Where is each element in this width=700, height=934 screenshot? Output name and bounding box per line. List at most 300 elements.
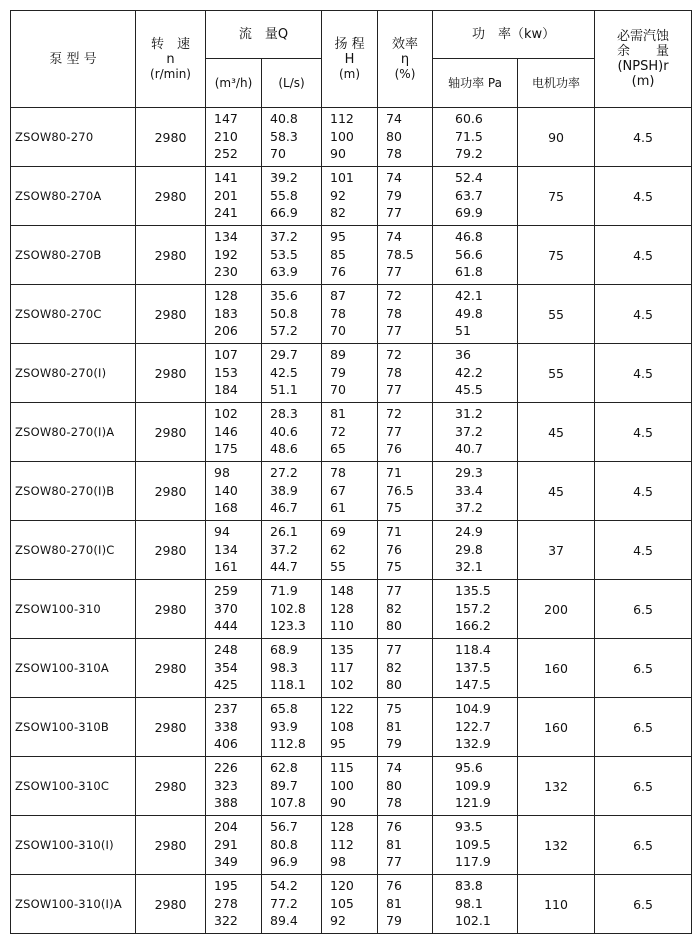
head-value: 105: [330, 895, 354, 911]
pump-model-cell: ZSOW80-270C: [11, 285, 136, 344]
table-row: [11, 521, 692, 580]
speed-cell: 2980: [136, 698, 206, 757]
flow-m3h-cell: [206, 521, 262, 580]
header-eff-symbol: η: [400, 51, 410, 67]
efficiency-value: 76: [386, 541, 402, 557]
flow-m3h-value: 237: [214, 701, 238, 716]
shaft-power-value: 24.9: [455, 524, 483, 539]
shaft-power-value: 51: [455, 323, 471, 338]
flow-m3h-value: 226: [214, 760, 238, 775]
flow-ls-cell: [262, 226, 322, 285]
flow-ls-value: 98.3: [270, 659, 298, 675]
motor-power-cell: 160: [518, 698, 595, 757]
flow-ls-value: 54.2: [270, 878, 298, 893]
flow-m3h-value: 175: [214, 441, 238, 456]
head-value: 128: [330, 600, 354, 616]
efficiency-value: 76: [386, 819, 402, 834]
shaft-power-cell: [433, 580, 518, 639]
efficiency-cell: [378, 226, 433, 285]
efficiency-cell: [378, 462, 433, 521]
head-value: 76: [330, 264, 346, 279]
head-cell: [322, 167, 378, 226]
shaft-power-value: 71.5: [455, 128, 483, 144]
flow-m3h-value: 206: [214, 323, 238, 338]
shaft-power-value: 135.5: [455, 583, 491, 598]
speed-cell: 2980: [136, 285, 206, 344]
head-cell: [322, 285, 378, 344]
head-value: 87: [330, 288, 346, 303]
speed-cell: 2980: [136, 521, 206, 580]
flow-ls-value: 26.1: [270, 524, 298, 539]
flow-m3h-cell: [206, 698, 262, 757]
flow-ls-value: 56.7: [270, 819, 298, 834]
efficiency-cell: [378, 639, 433, 698]
efficiency-value: 82: [386, 659, 402, 675]
efficiency-value: 80: [386, 128, 402, 144]
efficiency-cell: [378, 521, 433, 580]
shaft-power-cell: [433, 344, 518, 403]
speed-cell: 2980: [136, 875, 206, 934]
shaft-power-value: 63.7: [455, 187, 483, 203]
npsh-cell: 6.5: [595, 757, 692, 816]
shaft-power-value: 52.4: [455, 170, 483, 185]
flow-m3h-value: 201: [214, 187, 238, 203]
motor-power-cell: 55: [518, 285, 595, 344]
head-value: 82: [330, 205, 346, 220]
shaft-power-cell: [433, 167, 518, 226]
head-value: 78: [330, 305, 346, 321]
efficiency-value: 78: [386, 305, 402, 321]
flow-ls-cell: [262, 462, 322, 521]
head-cell: [322, 816, 378, 875]
flow-m3h-value: 349: [214, 854, 238, 869]
efficiency-value: 79: [386, 913, 402, 928]
npsh-cell: 6.5: [595, 875, 692, 934]
flow-ls-value: 35.6: [270, 288, 298, 303]
flow-ls-value: 51.1: [270, 382, 298, 397]
head-value: 67: [330, 482, 346, 498]
header-speed: [136, 11, 206, 108]
flow-m3h-value: 161: [214, 559, 238, 574]
flow-ls-value: 37.2: [270, 229, 298, 244]
efficiency-value: 77: [386, 323, 402, 338]
flow-m3h-value: 241: [214, 205, 238, 220]
efficiency-value: 72: [386, 288, 402, 303]
head-cell: [322, 875, 378, 934]
header-eff-unit: (%): [394, 66, 416, 81]
pump-model-cell: ZSOW80-270(I): [11, 344, 136, 403]
flow-m3h-cell: [206, 167, 262, 226]
flow-ls-value: 71.9: [270, 583, 298, 598]
flow-m3h-cell: [206, 757, 262, 816]
shaft-power-value: 37.2: [455, 423, 483, 439]
efficiency-cell: [378, 403, 433, 462]
speed-cell: 2980: [136, 580, 206, 639]
npsh-cell: 6.5: [595, 639, 692, 698]
efficiency-value: 77: [386, 583, 402, 598]
header-head: [322, 11, 378, 108]
efficiency-value: 75: [386, 500, 402, 515]
flow-m3h-value: 425: [214, 677, 238, 692]
npsh-cell: 4.5: [595, 462, 692, 521]
flow-m3h-value: 140: [214, 482, 238, 498]
table-row: [11, 344, 692, 403]
efficiency-value: 72: [386, 347, 402, 362]
efficiency-cell: [378, 816, 433, 875]
header-flow-m3h: (m³/h): [206, 59, 262, 108]
shaft-power-value: 29.8: [455, 541, 483, 557]
shaft-power-value: 42.2: [455, 364, 483, 380]
head-value: 61: [330, 500, 346, 515]
flow-ls-cell: [262, 403, 322, 462]
table-row: [11, 580, 692, 639]
flow-ls-value: 55.8: [270, 187, 298, 203]
head-value: 128: [330, 819, 354, 834]
header-efficiency: [378, 11, 433, 108]
flow-ls-value: 65.8: [270, 701, 298, 716]
shaft-power-cell: [433, 403, 518, 462]
flow-m3h-value: 184: [214, 382, 238, 397]
efficiency-value: 81: [386, 895, 402, 911]
motor-power-cell: 55: [518, 344, 595, 403]
flow-ls-value: 89.7: [270, 777, 298, 793]
flow-m3h-value: 192: [214, 246, 238, 262]
table-row: [11, 285, 692, 344]
flow-m3h-cell: [206, 226, 262, 285]
head-cell: [322, 698, 378, 757]
efficiency-value: 74: [386, 111, 402, 126]
shaft-power-cell: [433, 521, 518, 580]
npsh-cell: 6.5: [595, 816, 692, 875]
header-speed-label: 转 速: [150, 36, 190, 52]
flow-m3h-value: 168: [214, 500, 238, 515]
header-npsh: [595, 11, 692, 108]
flow-m3h-cell: [206, 403, 262, 462]
efficiency-value: 81: [386, 718, 402, 734]
efficiency-value: 80: [386, 618, 402, 633]
flow-m3h-value: 107: [214, 347, 238, 362]
flow-m3h-value: 134: [214, 229, 238, 244]
efficiency-value: 76.5: [386, 482, 414, 498]
pump-model-cell: ZSOW80-270B: [11, 226, 136, 285]
efficiency-cell: [378, 108, 433, 167]
shaft-power-value: 147.5: [455, 677, 491, 692]
flow-ls-value: 123.3: [270, 618, 306, 633]
head-value: 81: [330, 406, 346, 421]
flow-ls-value: 68.9: [270, 642, 298, 657]
header-npsh-line4: (m): [631, 74, 655, 89]
flow-ls-cell: [262, 580, 322, 639]
head-value: 122: [330, 701, 354, 716]
flow-m3h-value: 204: [214, 819, 238, 834]
shaft-power-cell: [433, 285, 518, 344]
shaft-power-value: 45.5: [455, 382, 483, 397]
shaft-power-value: 60.6: [455, 111, 483, 126]
efficiency-value: 75: [386, 559, 402, 574]
head-value: 79: [330, 364, 346, 380]
flow-ls-value: 39.2: [270, 170, 298, 185]
flow-m3h-value: 322: [214, 913, 238, 928]
flow-m3h-value: 210: [214, 128, 238, 144]
flow-ls-cell: [262, 816, 322, 875]
head-cell: [322, 403, 378, 462]
table-row: [11, 226, 692, 285]
head-value: 90: [330, 146, 346, 161]
shaft-power-cell: [433, 226, 518, 285]
flow-m3h-cell: [206, 285, 262, 344]
shaft-power-value: 109.5: [455, 836, 491, 852]
head-value: 101: [330, 170, 354, 185]
efficiency-cell: [378, 344, 433, 403]
shaft-power-value: 31.2: [455, 406, 483, 421]
pump-model-cell: ZSOW100-310B: [11, 698, 136, 757]
flow-ls-value: 96.9: [270, 854, 298, 869]
motor-power-cell: 132: [518, 816, 595, 875]
table-row: [11, 108, 692, 167]
head-value: 98: [330, 854, 346, 869]
shaft-power-value: 46.8: [455, 229, 483, 244]
motor-power-cell: 37: [518, 521, 595, 580]
shaft-power-value: 61.8: [455, 264, 483, 279]
flow-ls-value: 40.6: [270, 423, 298, 439]
efficiency-value: 76: [386, 878, 402, 893]
flow-m3h-cell: [206, 108, 262, 167]
header-npsh-line3: (NPSH)r: [617, 59, 669, 74]
motor-power-cell: 132: [518, 757, 595, 816]
pump-model-cell: ZSOW80-270A: [11, 167, 136, 226]
flow-m3h-value: 278: [214, 895, 238, 911]
head-cell: [322, 344, 378, 403]
flow-ls-value: 42.5: [270, 364, 298, 380]
spec-table-wrapper: [10, 10, 692, 934]
header-model: 泵 型 号: [11, 11, 136, 108]
npsh-cell: 4.5: [595, 285, 692, 344]
table-row: [11, 462, 692, 521]
npsh-cell: 6.5: [595, 698, 692, 757]
npsh-cell: 6.5: [595, 580, 692, 639]
header-power: 功 率（kw）: [433, 11, 595, 59]
flow-ls-value: 58.3: [270, 128, 298, 144]
shaft-power-value: 83.8: [455, 878, 483, 893]
flow-ls-value: 48.6: [270, 441, 298, 456]
flow-m3h-value: 388: [214, 795, 238, 810]
efficiency-value: 76: [386, 441, 402, 456]
shaft-power-value: 102.1: [455, 913, 491, 928]
shaft-power-value: 32.1: [455, 559, 483, 574]
table-header: [11, 11, 692, 108]
npsh-cell: 4.5: [595, 108, 692, 167]
npsh-cell: 4.5: [595, 521, 692, 580]
flow-m3h-value: 259: [214, 583, 238, 598]
efficiency-value: 75: [386, 701, 402, 716]
flow-ls-value: 50.8: [270, 305, 298, 321]
flow-ls-value: 29.7: [270, 347, 298, 362]
flow-ls-value: 38.9: [270, 482, 298, 498]
efficiency-value: 71: [386, 524, 402, 539]
speed-cell: 2980: [136, 639, 206, 698]
shaft-power-value: 49.8: [455, 305, 483, 321]
flow-ls-value: 53.5: [270, 246, 298, 262]
efficiency-value: 80: [386, 777, 402, 793]
head-value: 55: [330, 559, 346, 574]
flow-ls-value: 27.2: [270, 465, 298, 480]
flow-ls-value: 62.8: [270, 760, 298, 775]
pump-model-cell: ZSOW80-270(I)A: [11, 403, 136, 462]
shaft-power-value: 93.5: [455, 819, 483, 834]
efficiency-cell: [378, 757, 433, 816]
table-body: [11, 108, 692, 934]
efficiency-value: 77: [386, 205, 402, 220]
flow-m3h-value: 370: [214, 600, 238, 616]
motor-power-cell: 200: [518, 580, 595, 639]
head-value: 110: [330, 618, 354, 633]
shaft-power-cell: [433, 757, 518, 816]
flow-ls-value: 102.8: [270, 600, 306, 616]
flow-m3h-value: 195: [214, 878, 238, 893]
flow-m3h-cell: [206, 639, 262, 698]
efficiency-value: 72: [386, 406, 402, 421]
speed-cell: 2980: [136, 226, 206, 285]
head-cell: [322, 757, 378, 816]
shaft-power-value: 157.2: [455, 600, 491, 616]
flow-m3h-value: 354: [214, 659, 238, 675]
efficiency-value: 78: [386, 795, 402, 810]
flow-m3h-cell: [206, 462, 262, 521]
flow-ls-cell: [262, 639, 322, 698]
pump-model-cell: ZSOW80-270(I)C: [11, 521, 136, 580]
efficiency-value: 81: [386, 836, 402, 852]
flow-m3h-cell: [206, 580, 262, 639]
head-cell: [322, 639, 378, 698]
flow-ls-cell: [262, 285, 322, 344]
pump-model-cell: ZSOW100-310(I)A: [11, 875, 136, 934]
table-row: [11, 639, 692, 698]
efficiency-cell: [378, 580, 433, 639]
efficiency-value: 74: [386, 170, 402, 185]
flow-ls-value: 107.8: [270, 795, 306, 810]
flow-m3h-value: 134: [214, 541, 238, 557]
flow-ls-value: 44.7: [270, 559, 298, 574]
speed-cell: 2980: [136, 757, 206, 816]
flow-m3h-value: 102: [214, 406, 238, 421]
shaft-power-cell: [433, 816, 518, 875]
head-value: 135: [330, 642, 354, 657]
head-value: 120: [330, 878, 354, 893]
shaft-power-cell: [433, 875, 518, 934]
motor-power-cell: 45: [518, 462, 595, 521]
flow-m3h-value: 147: [214, 111, 238, 126]
flow-m3h-cell: [206, 875, 262, 934]
flow-ls-value: 46.7: [270, 500, 298, 515]
flow-m3h-cell: [206, 344, 262, 403]
head-value: 95: [330, 736, 346, 751]
flow-ls-value: 66.9: [270, 205, 298, 220]
speed-cell: 2980: [136, 167, 206, 226]
efficiency-value: 80: [386, 677, 402, 692]
flow-ls-cell: [262, 757, 322, 816]
head-value: 117: [330, 659, 354, 675]
flow-m3h-value: 153: [214, 364, 238, 380]
pump-model-cell: ZSOW80-270: [11, 108, 136, 167]
table-row: [11, 875, 692, 934]
npsh-cell: 4.5: [595, 403, 692, 462]
shaft-power-value: 37.2: [455, 500, 483, 515]
efficiency-value: 74: [386, 760, 402, 775]
head-value: 112: [330, 111, 354, 126]
shaft-power-value: 33.4: [455, 482, 483, 498]
motor-power-cell: 75: [518, 226, 595, 285]
motor-power-cell: 90: [518, 108, 595, 167]
flow-ls-value: 63.9: [270, 264, 298, 279]
shaft-power-value: 40.7: [455, 441, 483, 456]
flow-m3h-value: 98: [214, 465, 230, 480]
efficiency-value: 77: [386, 382, 402, 397]
efficiency-value: 71: [386, 465, 402, 480]
header-flow: 流 量Q: [206, 11, 322, 59]
flow-ls-cell: [262, 521, 322, 580]
head-cell: [322, 462, 378, 521]
flow-ls-value: 118.1: [270, 677, 306, 692]
shaft-power-cell: [433, 698, 518, 757]
npsh-cell: 4.5: [595, 167, 692, 226]
flow-ls-cell: [262, 698, 322, 757]
motor-power-cell: 160: [518, 639, 595, 698]
head-value: 70: [330, 382, 346, 397]
head-value: 92: [330, 913, 346, 928]
flow-m3h-value: 128: [214, 288, 238, 303]
efficiency-cell: [378, 167, 433, 226]
flow-ls-cell: [262, 167, 322, 226]
flow-ls-cell: [262, 875, 322, 934]
flow-m3h-value: 230: [214, 264, 238, 279]
flow-m3h-value: 94: [214, 524, 230, 539]
header-speed-unit: (r/min): [150, 66, 191, 81]
head-value: 100: [330, 128, 354, 144]
shaft-power-value: 118.4: [455, 642, 491, 657]
npsh-cell: 4.5: [595, 344, 692, 403]
pump-model-cell: ZSOW100-310(I): [11, 816, 136, 875]
efficiency-value: 77: [386, 264, 402, 279]
header-flow-ls: (L/s): [262, 59, 322, 108]
flow-m3h-value: 323: [214, 777, 238, 793]
flow-m3h-value: 291: [214, 836, 238, 852]
head-value: 69: [330, 524, 346, 539]
shaft-power-value: 29.3: [455, 465, 483, 480]
flow-m3h-value: 338: [214, 718, 238, 734]
flow-ls-value: 112.8: [270, 736, 306, 751]
header-npsh-line1: 必需汽蚀: [617, 29, 670, 44]
shaft-power-value: 132.9: [455, 736, 491, 751]
head-value: 89: [330, 347, 346, 362]
shaft-power-value: 121.9: [455, 795, 491, 810]
npsh-cell: 4.5: [595, 226, 692, 285]
head-value: 78: [330, 465, 346, 480]
header-shaft-power: 轴功率 Pa: [433, 59, 518, 108]
efficiency-value: 78: [386, 364, 402, 380]
header-speed-symbol: n: [166, 51, 175, 67]
flow-ls-value: 77.2: [270, 895, 298, 911]
motor-power-cell: 75: [518, 167, 595, 226]
head-value: 70: [330, 323, 346, 338]
flow-m3h-value: 146: [214, 423, 238, 439]
efficiency-cell: [378, 698, 433, 757]
flow-m3h-cell: [206, 816, 262, 875]
head-value: 100: [330, 777, 354, 793]
efficiency-value: 77: [386, 854, 402, 869]
head-value: 115: [330, 760, 354, 775]
flow-ls-value: 70: [270, 146, 286, 161]
shaft-power-cell: [433, 639, 518, 698]
